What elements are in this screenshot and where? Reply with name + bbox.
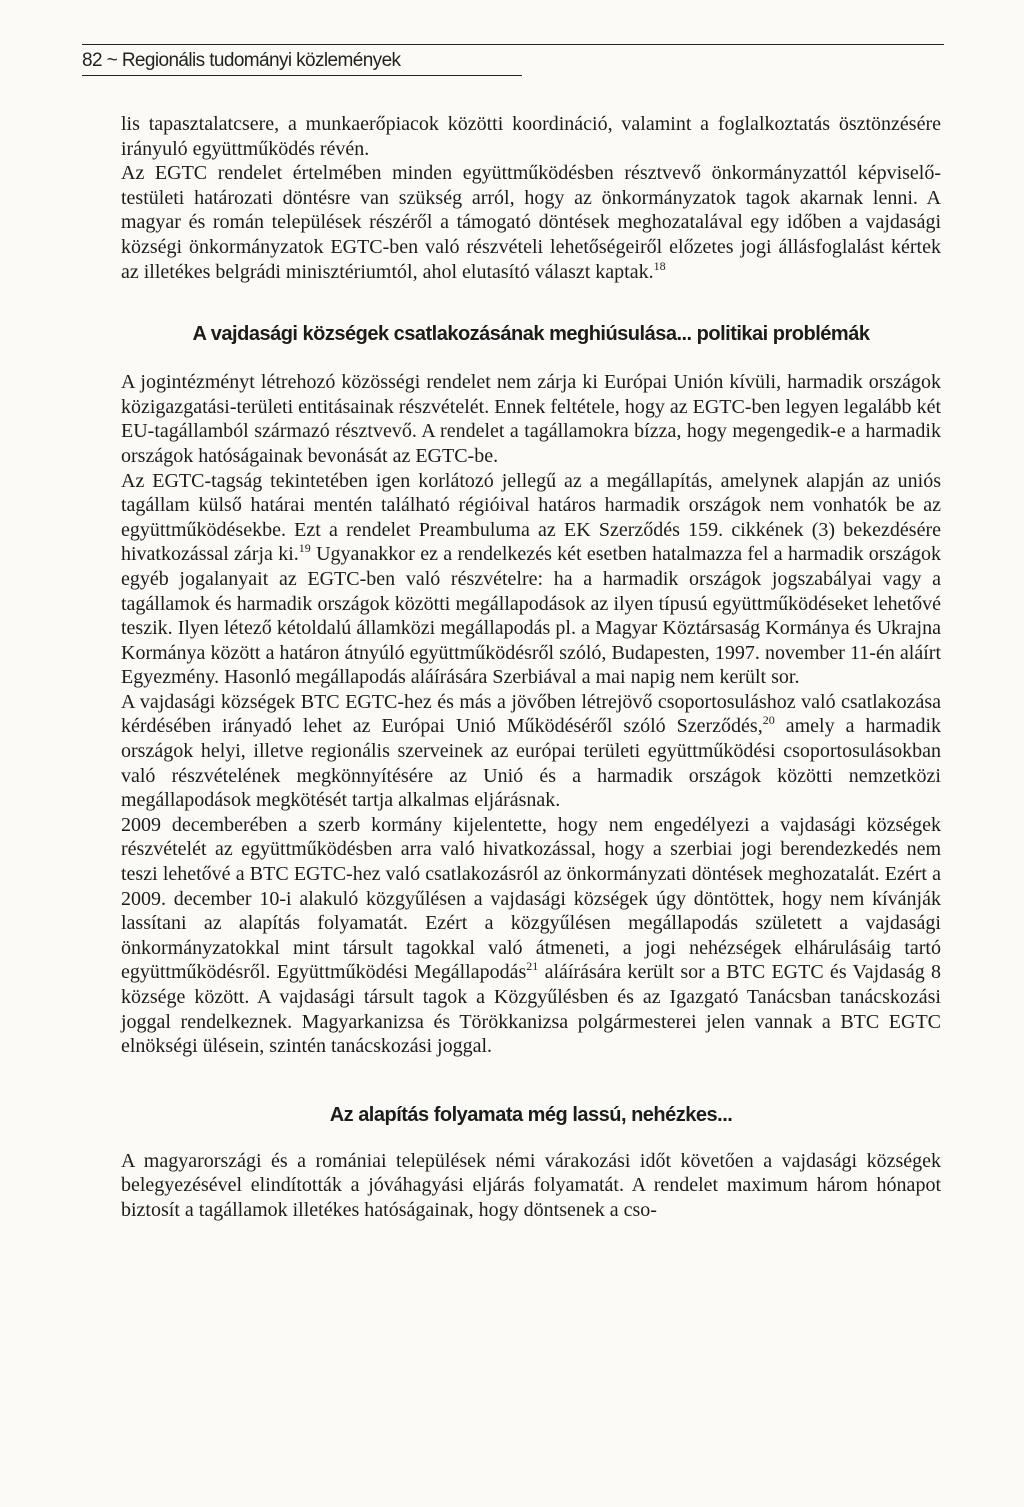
footnote-ref[interactable]: 20	[762, 713, 775, 728]
section-heading: A vajdasági községek csatlakozásának meghiúsulása... politikai problémák	[192, 323, 870, 346]
footnote-ref[interactable]: 21	[526, 959, 539, 974]
footnote-ref[interactable]: 19	[298, 541, 311, 556]
paragraph	[121, 370, 941, 468]
page-number: 82	[82, 50, 102, 71]
paragraph-text: aláírására került sor a BTC EGTC és Vajdaság 8 községe között. A vajdasági társult tagok a Közgyűlésben és az Igazgató Tanácsban tanácskozási joggal rendelkeznek. Magyarkanizsa és Törökkanizsa polgármesterei jelen vannak a BTC EGTC elnökségi ülésein, szintén tanácskozási joggal.	[121, 961, 941, 1058]
paragraph	[121, 690, 941, 813]
paragraph-text: Ugyanakkor ez a rendelkezés két esetben hatalmazza fel a harmadik országok egyéb jogalanyait az EGTC-ben való részvételre: ha a harmadik országok jogszabályai vagy a tagállamok és harmadik országok közötti megállapodások az ilyen típusú együttműködéseket lehetővé teszik. Ilyen létező kétoldalú államközi megállapodás pl. a Magyar Köztársaság Kormánya és Ukrajna Kormánya között a határon átnyúló együttműködésről szóló, Budapesten, 1997. november 11-én aláírt Egyezmény. Hasonló megállapodás aláírására Szerbiával a mai napig nem került sor.	[121, 543, 942, 689]
paragraph-text: A jogintézményt létrehozó közösségi rendelet nem zárja ki Európai Unión kívüli, harmadik országok közigazgatási-területi entitásainak részvételét. Ennek feltétele, hogy az EGTC-ben legyen legalább két EU-tagállamból származó résztvevő. A rendelet a tagállamokra bízza, hogy megengedik-e a harmadik országok hatóságainak bevonását az EGTC-be.	[121, 371, 941, 467]
paragraph-text: Az EGTC-tagság tekintetében igen korlátozó jellegű az a megállapítás, amelynek alapján az uniós tagállam külső határai mentén található régióival határos harmadik országok nem vonhatók be az együttműködésekbe. Ezt a rendelet Preambuluma az EK Szerződés 159. cikkének (3) bekezdésére hivatkozással zárja ki.	[121, 469, 941, 566]
paragraph-text: lis tapasztalatcsere, a munkaerőpiacok közötti koordináció, valamint a foglalkoztatás ösztönzésére irányuló együttműködés révén.	[121, 113, 941, 160]
paragraph	[121, 112, 941, 161]
paragraph-text: amely a harmadik országok helyi, illetve regionális szerveinek az európai területi együttműködési csoportosulásokban való részvételének megkönnyítésére az Unió és a harmadik országok közötti nemzetközi megállapodások megkötését tartja alkalmas eljárásnak.	[121, 715, 941, 812]
running-head	[82, 50, 522, 76]
paragraph	[121, 469, 941, 690]
header-rule	[82, 44, 944, 45]
article-body	[121, 112, 941, 1223]
footnote-ref[interactable]: 18	[653, 258, 666, 273]
paragraph	[121, 813, 941, 1059]
paragraph-text: A vajdasági községek BTC EGTC-hez és más a jövőben létrejövő csoportosuláshoz való csatlakozása kérdésében irányadó lehet az Európai Unió Működéséről szóló Szerződés,	[121, 690, 941, 738]
paragraph-text: Az EGTC rendelet értelmében minden együttműködésben résztvevő önkormányzattól képviselő-testületi határozati döntésre van szükség arról, hogy az önkormányzatok tagok akarnak lenni. A magyar és román települések részéről a támogató döntések meghozatalával egy időben a vajdasági községi önkormányzatok EGTC-ben való részvételi lehetőségeiről előzetes jogi állásfoglalást kértek az illetékes belgrádi minisztériumtól, ahol elutasító választ kaptak.	[121, 162, 941, 283]
header-separator: ~	[106, 50, 118, 71]
journal-title: Regionális tudományi közlemények	[121, 50, 401, 71]
paragraph	[121, 161, 941, 284]
paragraph-text: A magyarországi és a romániai települések némi várakozási időt követően a vajdasági községek belegyezésével elindították a jóváhagyási eljárás folyamatát. A rendelet maximum három hónapot biztosít a tagállamok illetékes hatóságainak, hogy döntsenek a cso-	[121, 1149, 941, 1221]
paragraph-text: 2009 decemberében a szerb kormány kijelentette, hogy nem engedélyezi a vajdasági községek részvételét az együttműködésben arra való hivatkozással, hogy a szerbiai jogi berendezkedés nem teszi lehetővé a BTC EGTC-hez való csatlakozásról az önkormányzati döntések meghozatalát. Ezért a 2009. december 10-i alakuló közgyűlésen a vajdasági községek úgy döntöttek, hogy nem kívánják lassítani az alapítás folyamatát. Ezért a közgyűlésen megállapodás született a vajdasági önkormányzatokkal mint társult tagokkal való átmeneti, a jogi nehézségek elhárulásáig tartó együttműködésről. Együttműködési Megállapodás	[121, 813, 941, 984]
paragraph	[121, 1149, 941, 1223]
section-heading: Az alapítás folyamata még lassú, nehézkes...	[329, 1103, 733, 1126]
